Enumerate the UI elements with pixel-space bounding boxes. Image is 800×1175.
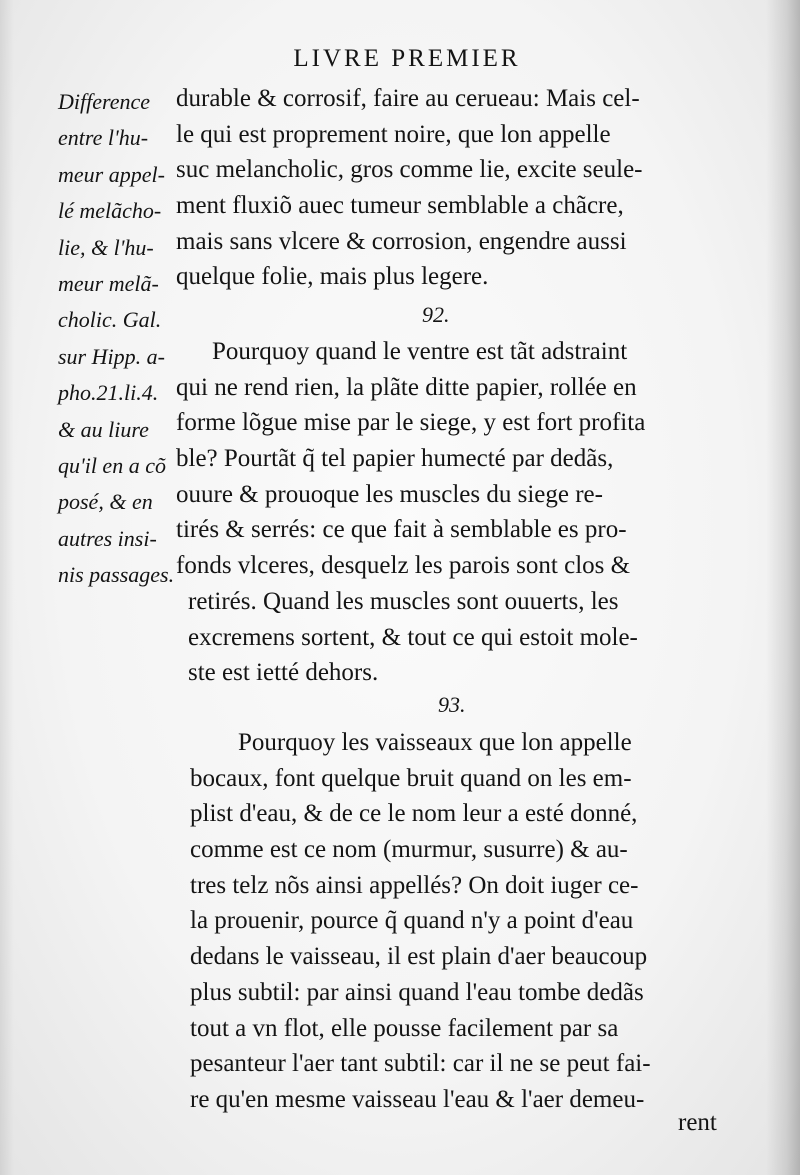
marginal-note-line: autres insi- xyxy=(58,525,157,551)
paragraph-continuation xyxy=(176,81,643,295)
paragraph-92 xyxy=(176,334,645,691)
text-line: comme est ce nom (murmur, susurre) & au- xyxy=(190,836,628,864)
text-line: mais sans vlcere & corrosion, engendre aussi xyxy=(176,227,627,255)
running-head: LIVRE PREMIER xyxy=(293,45,521,72)
page-shadow-right xyxy=(766,0,800,1175)
marginal-note-line: meur appel- xyxy=(58,161,165,187)
marginal-note-line: Difference xyxy=(58,89,151,114)
marginal-note-line: cholic. Gal. xyxy=(58,307,162,333)
text-line: ble? Pourtãt q̃ tel papier humecté par dedãs, xyxy=(176,445,614,473)
text-line: suc melancholic, gros comme lie, excite seule- xyxy=(176,156,643,184)
text-line: Pourquoy les vaisseaux que lon appelle xyxy=(238,729,632,756)
marginal-note-line: meur melã- xyxy=(58,270,159,296)
section-number-92: 92. xyxy=(422,302,450,327)
text-line: plist d'eau, & de ce le nom leur a esté donné, xyxy=(190,800,638,828)
text-line: pesanteur l'aer tant subtil: car il ne se peut fai- xyxy=(190,1050,651,1078)
paragraph-93 xyxy=(190,725,651,1118)
text-line: la prouenir, pource q̃ quand n'y a point d'eau xyxy=(190,907,634,935)
text-line: re qu'en mesme vaisseau l'eau & l'aer demeu- xyxy=(190,1085,645,1113)
text-line: forme lõgue mise par le siege, y est fort profita xyxy=(176,409,646,437)
page-shadow-left xyxy=(0,0,14,1175)
text-line: tirés & serrés: ce que fait à semblable es pro- xyxy=(176,516,627,544)
text-line: dedans le vaisseau, il est plain d'aer beaucoup xyxy=(190,943,648,971)
marginal-note xyxy=(58,84,176,593)
text-line: qui ne rend rien, la plãte ditte papier, rollée en xyxy=(176,373,637,401)
marginal-note-line: nis passages. xyxy=(58,562,175,588)
marginal-note-line: posé, & en xyxy=(58,489,153,515)
text-line: tout a vn flot, elle pousse facilement par sa xyxy=(190,1014,619,1042)
marginal-note-line: lé melãcho- xyxy=(58,198,162,224)
text-line: ste est ietté dehors. xyxy=(188,659,379,687)
marginal-note-line: sur Hipp. a- xyxy=(58,343,165,369)
text-line: fonds vlceres, desquelz les parois sont clos & xyxy=(176,552,631,580)
text-line: ment fluxiõ auec tumeur semblable a chãcre, xyxy=(176,192,624,220)
marginal-note-line: pho.21.li.4. xyxy=(58,380,159,406)
marginal-note-line: lie, & l'hu- xyxy=(58,234,154,260)
text-line: durable & corrosif, faire au cerueau: Mais cel- xyxy=(176,85,640,112)
catchword: rent xyxy=(678,1109,717,1136)
text-line: excremens sortent, & tout ce qui estoit mole- xyxy=(188,623,638,651)
text-line: le qui est proprement noire, que lon appelle xyxy=(176,120,611,148)
text-line: bocaux, font quelque bruit quand on les em- xyxy=(190,764,632,792)
text-line: retirés. Quand les muscles sont ouuerts, les xyxy=(188,587,619,615)
section-number-93: 93. xyxy=(438,692,466,717)
marginal-note-line: entre l'hu- xyxy=(58,125,149,151)
marginal-note-line: & au liure xyxy=(58,416,149,442)
text-line: Pourquoy quand le ventre est tãt adstraint xyxy=(212,338,628,365)
text-line: plus subtil: par ainsi quand l'eau tombe dedãs xyxy=(190,978,644,1006)
text-line: quelque folie, mais plus legere. xyxy=(176,263,489,291)
text-line: ouure & prouoque les muscles du siege re- xyxy=(176,480,603,508)
marginal-note-line: qu'il en a cõ xyxy=(58,452,166,478)
text-line: tres telz nõs ainsi appellés? On doit iuger ce- xyxy=(190,871,639,899)
